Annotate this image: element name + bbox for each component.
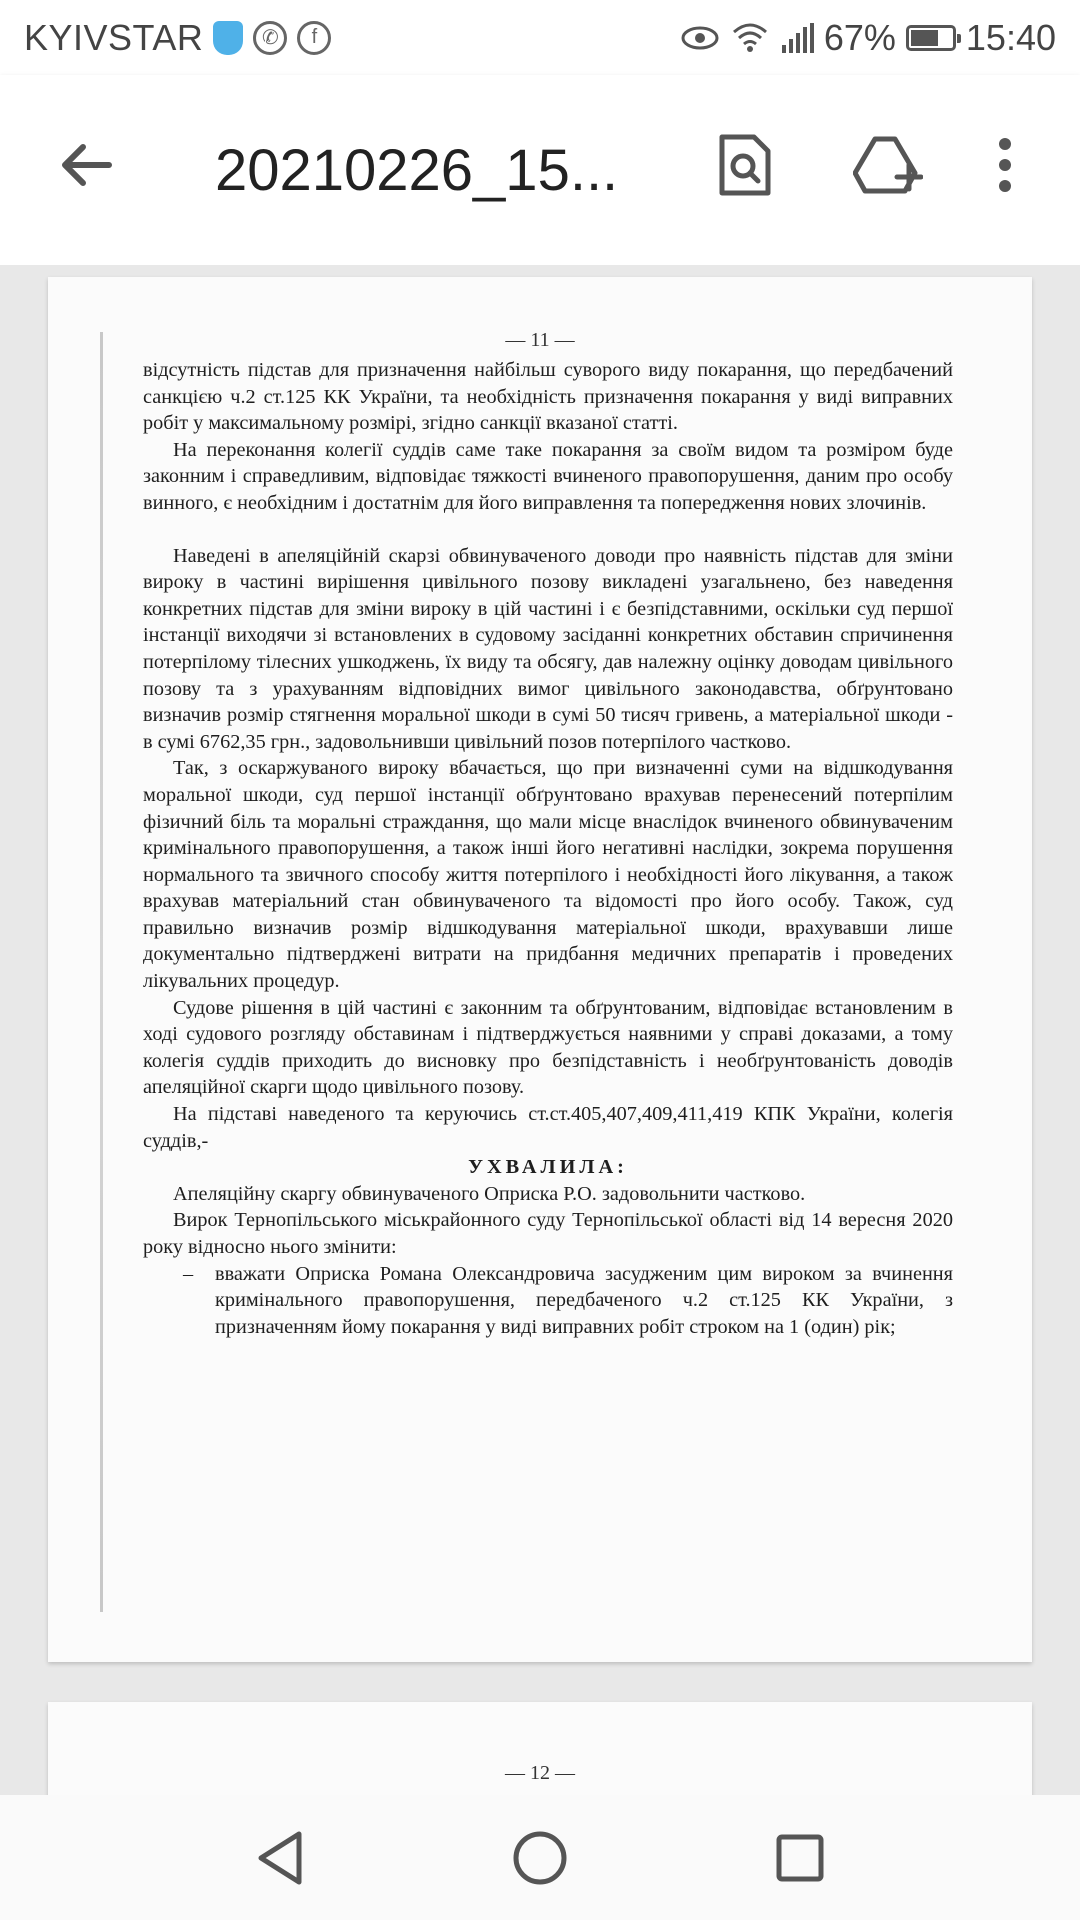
paragraph: Апеляційну скаргу обвинуваченого Оприска Р.О. задовольнити частково. [173,1182,806,1205]
paragraph: На підставі наведеного та керуючись ст.ст.405,407,409,411,419 КПК України, колегія суддів,- [143,1103,953,1152]
resolution-heading: УХВАЛИЛА: [468,1156,628,1179]
status-left [24,17,331,59]
scan-margin-line [100,332,103,1612]
app-bar [0,75,1080,265]
shield-icon [213,21,243,55]
paragraph: Вирок Тернопільського міськрайонного суду Тернопільської області від 14 вересня 2020 року відносно нього змінити: [143,1209,953,1258]
paragraph: Так, з оскаржуваного вироку вбачається, що при визначенні суми на відшкодування моральної шкоди, суд першої інстанції обґрунтовано врахував перенесений потерпілим фізичний біль та моральні страждання, що мали місце внаслідок вчиненого обвинуваченим кримінального правопорушення, а також інші його негативні наслідки, зокрема порушення нормального та звичного способу життя потерпілого і необхідності його лікування, а також врахував матеріальний стан обвинуваченого та відомості про його особу. Також, суд правильно визначив розмір відшкодування матеріальної шкоди, врахувавши лише документально підтверджені витрати на придбання медичних препаратів і проведених лікувальних процедур. [143,757,953,993]
status-right [680,17,1056,59]
wifi-icon [730,22,770,54]
eye-icon [680,23,720,53]
list-item-text: вважати Оприска Романа Олександровича засудженим цим вироком за вчинення кримінального правопорушення, передбаченого ч.2 ст.125 КК України, з призначенням йому покарання у виді виправних робіт строком на 1 (один) рік; [215,1262,953,1338]
status-bar [0,0,1080,75]
back-arrow-icon [57,141,113,189]
viber-icon: ✆ [253,21,287,55]
page-number: — 12 — [505,1762,575,1784]
document-page [48,1702,1032,1795]
clock: 15:40 [965,16,1056,58]
list-item [143,1261,953,1341]
document-viewer[interactable] [0,265,1080,1795]
paragraph: На переконання колегії суддів саме таке покарання за своїм видом та розміром буде законним і справедливим, відповідає тяжкості вчиненого правопорушення, даним про особу винного, є необхідним і достатнім для його виправлення та попередження нових злочинів. [143,438,953,514]
document-title: 20210226_15... [215,138,619,203]
paragraph: відсутність підстав для призначення найбільш суворого виду покарання, що передбачений санкцією ч.2 ст.125 КК України, та необхідність призначення покарання у виді виправних робіт у максимальному розмірі, згідно санкції вказаної статті. [143,359,953,435]
home-circle-icon [512,1830,568,1886]
facebook-icon: f [297,21,331,55]
battery-icon [906,25,956,51]
search-document-icon [718,133,772,197]
battery-percent: 67% [823,16,896,58]
add-to-drive-button[interactable] [843,120,933,210]
battery-fill [911,30,938,46]
drive-add-icon [853,135,923,195]
paragraph: Судове рішення в цій частині є законним та обґрунтованим, відповідає встановленим в ході судового розгляду обставинам і підтверджується наявними у справі доказами, а тому колегія суддів приходить до висновку про безпідставність і необґрунтованість доводів апеляційної скарги щодо цивільного позову. [143,996,953,1099]
recents-square-icon [775,1833,825,1883]
page-text [143,357,953,1340]
nav-recents-button[interactable] [755,1813,845,1903]
paragraph: Наведені в апеляційній скарзі обвинуваченого доводи про наявність підстав для зміни вироку в частині вирішення цивільного позову викладені узагальнено, без наведення конкретних підстав для зміни вироку в цій частині і є безпідставними, оскільки суд першої інстанції виходячи зі встановлених в судовому засіданні конкретних обставин спричинення потерпілому тілесних ушкоджень, їх виду та обсягу, дав належну оцінку доводам цивільного позову та з урахуванням відповідних вимог цивільного законодавства, обґрунтовано визначив розмір стягнення моральної шкоди в сумі 50 тисяч гривень, а матеріальної шкоди - в сумі 6762,35 грн., задовольнивши цивільний позов потерпілого частково. [143,544,953,753]
more-options-button[interactable] [970,120,1040,210]
signal-icon [780,23,814,53]
more-vert-icon [998,137,1012,193]
document-page [48,277,1032,1662]
back-triangle-icon [255,1830,305,1886]
navigation-bar [0,1795,1080,1920]
carrier-name: KYIVSTAR [24,16,204,58]
bullet-marker: – [183,1262,194,1285]
nav-back-button[interactable] [235,1813,325,1903]
page-number: — 11 — [505,329,575,351]
back-button[interactable] [40,120,130,210]
nav-home-button[interactable] [495,1813,585,1903]
search-document-button[interactable] [700,120,790,210]
